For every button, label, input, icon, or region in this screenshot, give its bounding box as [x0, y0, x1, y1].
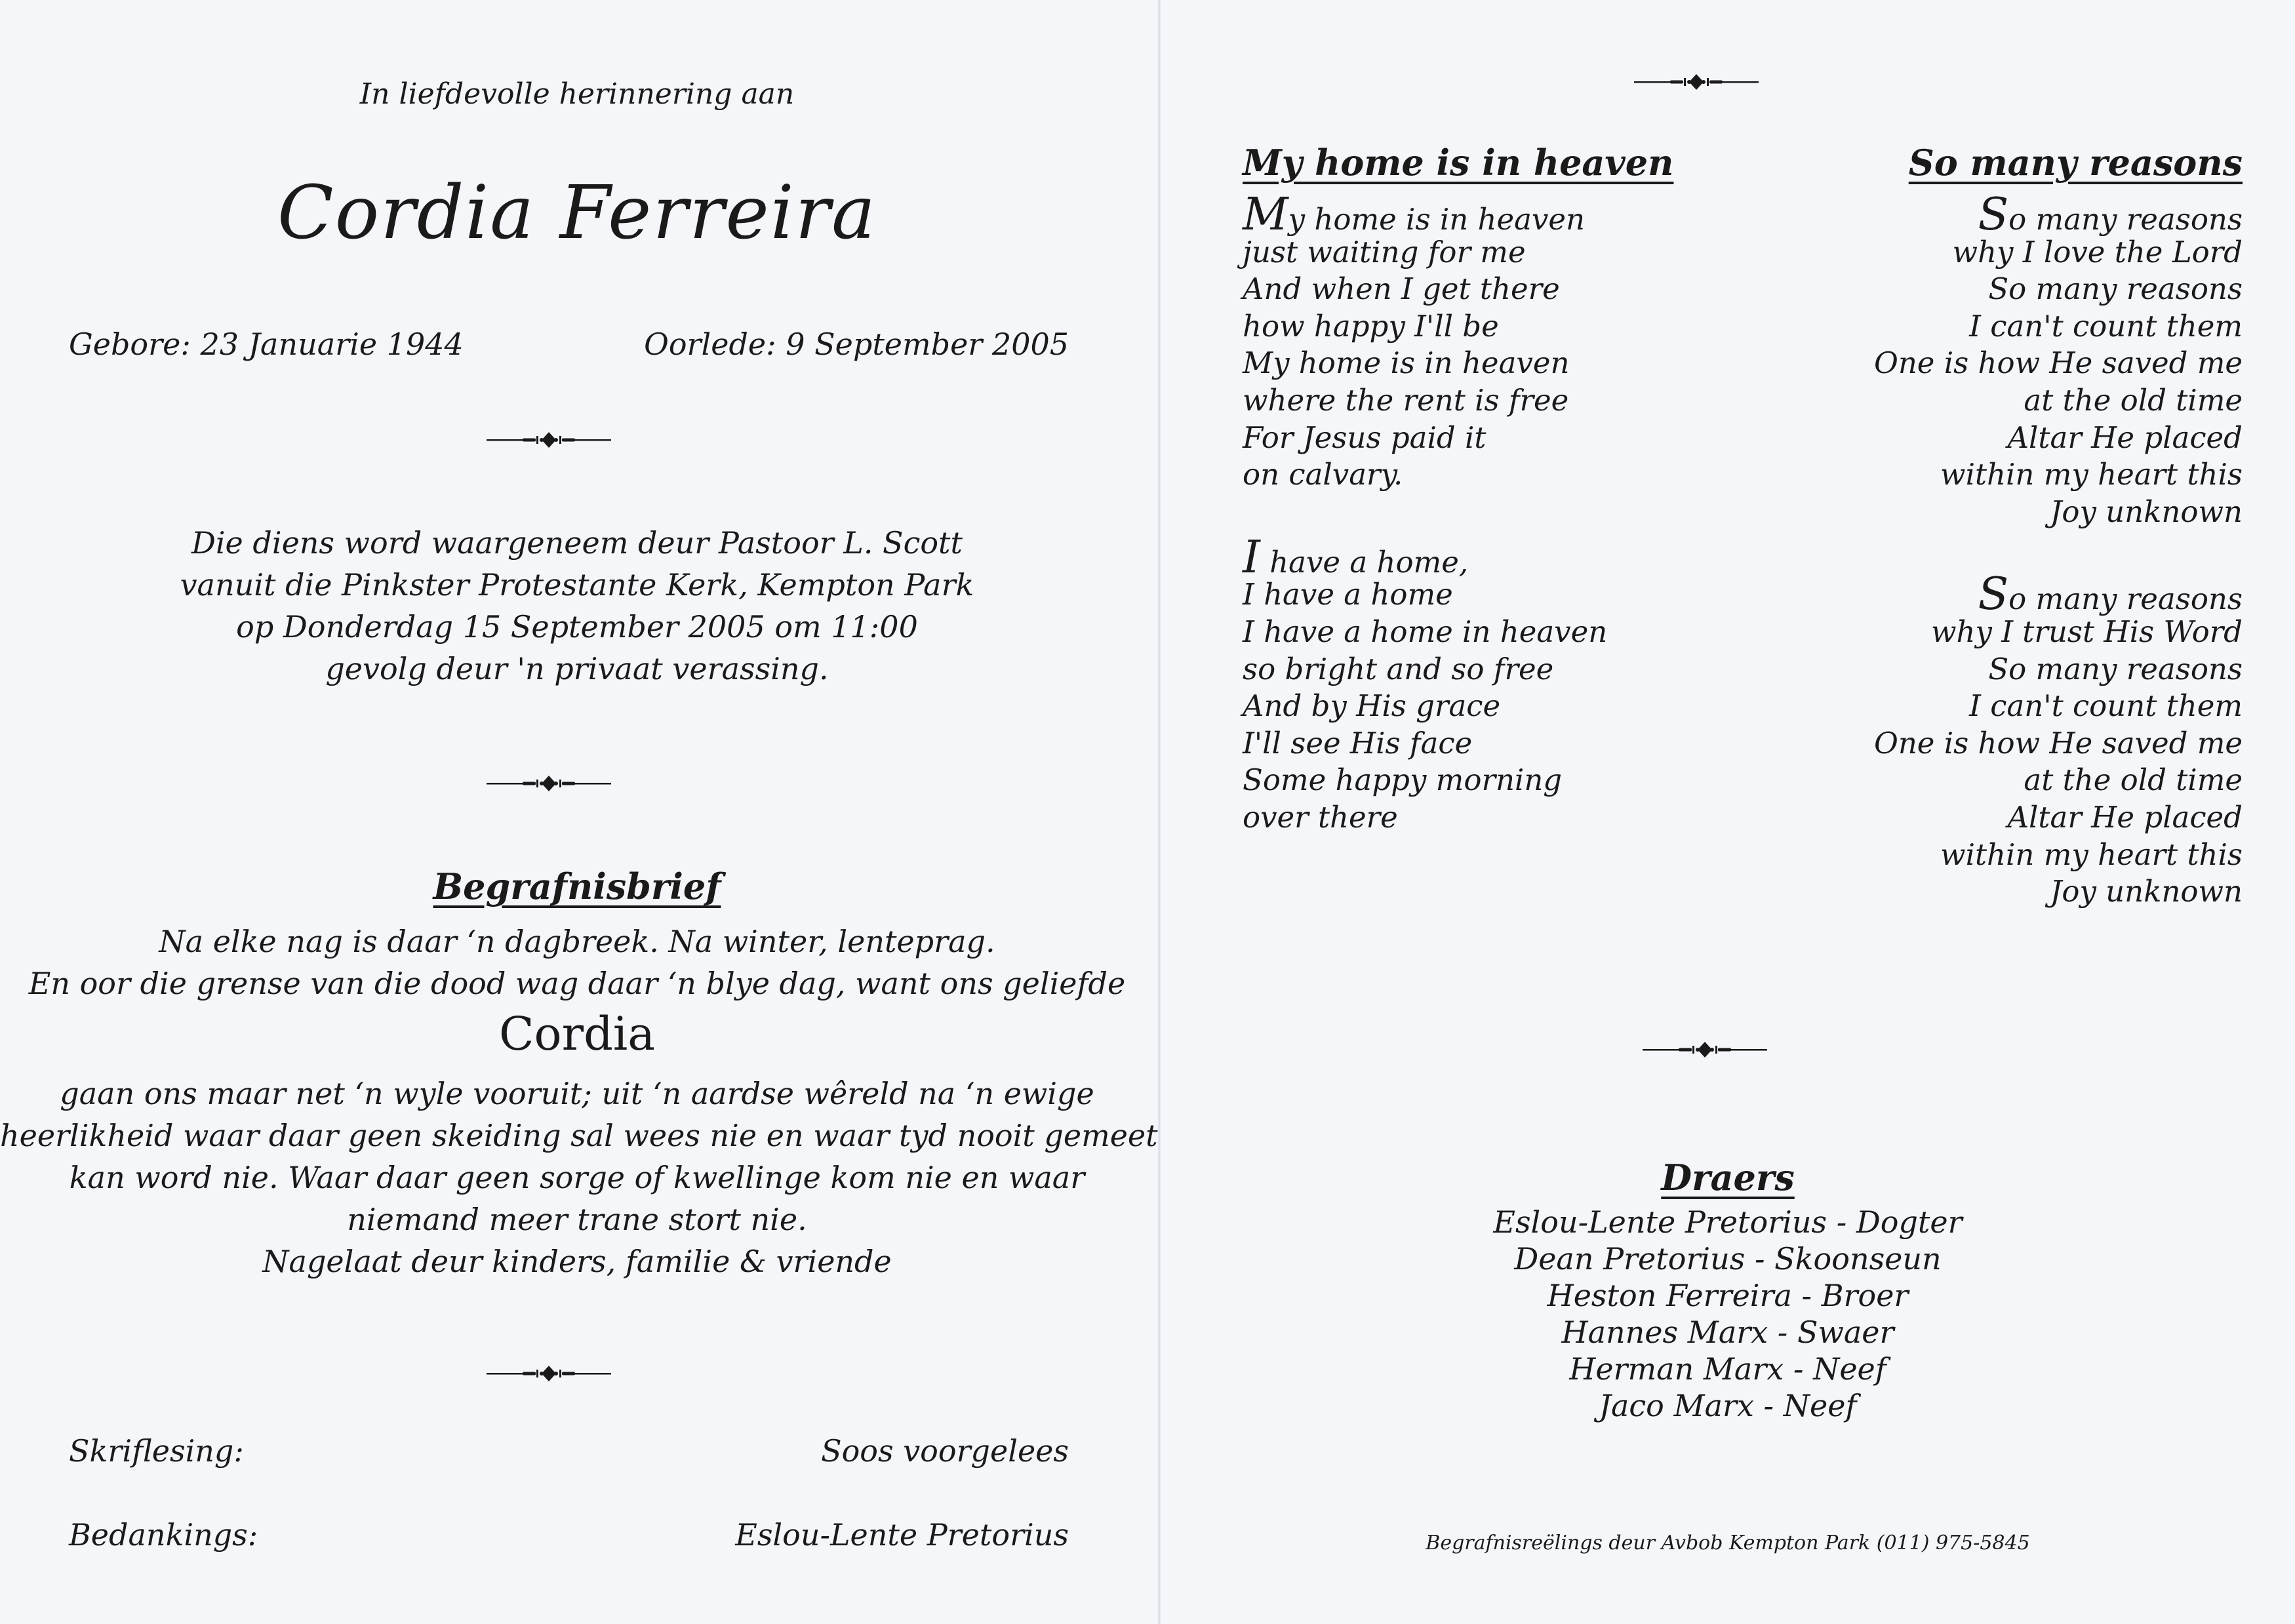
- poem-line: I'll see His face: [1243, 725, 1473, 761]
- letter-intro: [0, 921, 1154, 1004]
- poem-line: Altar He placed: [2007, 420, 2243, 455]
- death-date: Oorlede: 9 September 2005: [644, 327, 1069, 362]
- ornament-divider: [487, 1364, 611, 1383]
- bearer-item: Dean Pretorius - Skoonseun: [1514, 1241, 1942, 1277]
- letter-name: Cordia: [498, 1007, 656, 1061]
- poem-line: why I trust His Word: [1930, 614, 2243, 649]
- poem-blank-line: [1784, 530, 2243, 576]
- bearer-item: Eslou-Lente Pretorius - Dogter: [1493, 1204, 1963, 1240]
- poem-line: on calvary.: [1243, 457, 1403, 492]
- poem-line: My home is in heaven: [1243, 189, 1585, 241]
- bearers-title: Draers: [1661, 1157, 1795, 1198]
- poem-line: I have a home in heaven: [1243, 614, 1608, 649]
- poem-line: I can't count them: [1969, 308, 2243, 344]
- poem-blank-line: [1243, 494, 1702, 540]
- poem-line: so bright and so free: [1243, 651, 1554, 686]
- bearers-list: [1161, 1204, 2295, 1424]
- poem-line-text: y home is in heaven: [1288, 202, 1585, 237]
- letter-line: kan word nie. Waar daar geen sorge of kwellinge kom nie en waar: [69, 1160, 1085, 1195]
- letter-line: En oor die grense van die dood wag daar ‘n blye dag, want ons geliefde: [28, 966, 1126, 1001]
- bearer-item: Hannes Marx - Swaer: [1561, 1315, 1894, 1350]
- poem-line: One is how He saved me: [1873, 346, 2243, 381]
- poem-line: So many reasons: [1978, 568, 2243, 621]
- poem-line: Joy unknown: [2050, 874, 2243, 909]
- poem-line: I have a home: [1243, 577, 1453, 612]
- bearer-item: Heston Ferreira - Broer: [1547, 1278, 1909, 1313]
- poem1-body: [1243, 189, 1702, 837]
- intro-text: In liefdevolle herinnering aan: [359, 77, 795, 111]
- service-line: gevolg deur 'n privaat verassing.: [325, 651, 829, 686]
- poem2-title: So many reasons: [1908, 142, 2243, 184]
- poem-line-text: o many reasons: [2008, 202, 2243, 237]
- birth-date: Gebore: 23 Januarie 1944: [69, 327, 464, 362]
- poem-line: within my heart this: [1940, 457, 2243, 492]
- ornament-divider: [1634, 72, 1759, 92]
- poem2-body: [1784, 189, 2243, 911]
- letter-body: [0, 1073, 1158, 1282]
- service-line: Die diens word waargeneem deur Pastoor L. Scott: [191, 525, 963, 561]
- poem-line: how happy I'll be: [1243, 308, 1499, 344]
- letter-line: niemand meer trane stort nie.: [347, 1202, 807, 1237]
- service-details: [0, 522, 1154, 690]
- funeral-director-footer: Begrafnisreëlings deur Avbob Kempton Park (011) 975-5845: [1426, 1532, 2030, 1555]
- poem-line: So many reasons: [1978, 189, 2243, 241]
- ornament-divider: [1643, 1040, 1767, 1060]
- poem-line: And by His grace: [1243, 688, 1501, 724]
- letter-line: gaan ons maar net ‘n wyle vooruit; uit ‘n aardse wêreld na ‘n ewige: [60, 1076, 1094, 1111]
- poem-line: My home is in heaven: [1243, 346, 1570, 381]
- letter-line: Na elke nag is daar ‘n dagbreek. Na winter, lenteprag.: [159, 924, 995, 959]
- poem-line: within my heart this: [1940, 837, 2243, 872]
- thanks-label: Bedankings:: [69, 1517, 258, 1553]
- poem-line: over there: [1243, 799, 1398, 835]
- ornament-divider: [487, 430, 611, 450]
- deceased-name: Cordia Ferreira: [277, 170, 877, 256]
- letter-line: Nagelaat deur kinders, familie & vriende: [262, 1244, 892, 1279]
- reading-value: Soos voorgelees: [821, 1433, 1069, 1469]
- poem-line: Some happy morning: [1243, 762, 1563, 798]
- poem-line: Altar He placed: [2007, 799, 2243, 835]
- poem1-title: My home is in heaven: [1243, 142, 1674, 184]
- poem-line: So many reasons: [1988, 651, 2243, 686]
- ornament-divider: [487, 774, 611, 793]
- poem-line: One is how He saved me: [1873, 725, 2243, 761]
- service-line: op Donderdag 15 September 2005 om 11:00: [236, 609, 918, 644]
- poem-line: And when I get there: [1243, 271, 1560, 307]
- service-line: vanuit die Pinkster Protestante Kerk, Kempton Park: [180, 567, 974, 603]
- poem-line: why I love the Lord: [1952, 234, 2243, 269]
- poem-line-text: have a home,: [1260, 544, 1469, 580]
- bearer-item: Herman Marx - Neef: [1569, 1351, 1886, 1387]
- letter-line: heerlikheid waar daar geen skeiding sal wees nie en waar tyd nooit gemeet: [0, 1118, 1158, 1153]
- poem-line: at the old time: [2024, 762, 2243, 798]
- poem-line-text: o many reasons: [2008, 582, 2243, 617]
- poem-line: Joy unknown: [2050, 494, 2243, 529]
- letter-title: Begrafnisbrief: [433, 865, 721, 907]
- poem-line: just waiting for me: [1243, 234, 1526, 269]
- poem-line: I have a home,: [1243, 531, 1469, 584]
- reading-label: Skriflesing:: [69, 1433, 244, 1469]
- poem-line: So many reasons: [1988, 271, 2243, 307]
- poem-line: For Jesus paid it: [1243, 420, 1487, 455]
- poem-line: where the rent is free: [1243, 382, 1569, 418]
- thanks-value: Eslou-Lente Pretorius: [735, 1517, 1069, 1553]
- poem-line: I can't count them: [1969, 688, 2243, 724]
- poem-line: at the old time: [2024, 382, 2243, 418]
- right-panel: [1161, 0, 2295, 1624]
- bearer-item: Jaco Marx - Neef: [1599, 1388, 1857, 1423]
